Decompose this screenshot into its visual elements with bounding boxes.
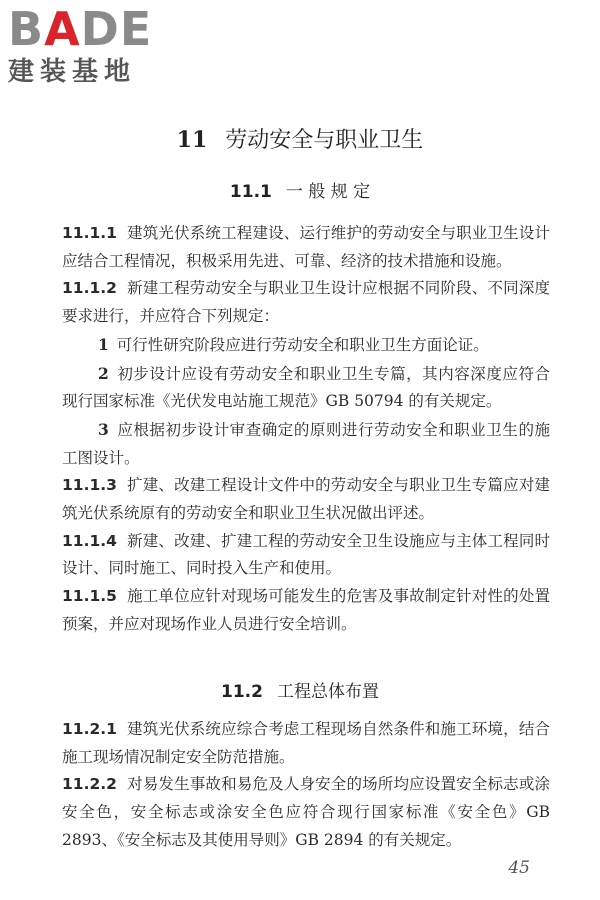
section-title-11-1 — [0, 178, 600, 206]
clause-text: 施工单位应针对现场可能发生的危害及事故制定针对性的处置预案，并应对现场作业人员进行安全培训。 — [62, 587, 550, 633]
chapter-title-text: 劳动安全与职业卫生 — [225, 128, 424, 153]
list-item-1 — [62, 331, 550, 360]
item-text: 应根据初步设计审查确定的原则进行劳动安全和职业卫生的施工图设计。 — [62, 420, 550, 467]
clause-11-1-3 — [62, 472, 550, 527]
list-item-2 — [62, 360, 550, 416]
page-number: 45 — [508, 858, 530, 878]
clause-number: 11.1.1 — [62, 224, 117, 242]
logo-letter-b: B — [8, 2, 45, 56]
brand-logo — [8, 4, 183, 94]
clause-text: 新建工程劳动安全与职业卫生设计应根据不同阶段、不同深度要求进行，并应符合下列规定： — [62, 279, 550, 326]
list-item-3 — [62, 416, 550, 472]
clause-number: 11.1.3 — [62, 476, 117, 495]
logo-wordmark — [8, 4, 183, 54]
clause-text: 新建、改建、扩建工程的劳动安全卫生设施应与主体工程同时设计、同时施工、同时投入生产和使用。 — [62, 531, 550, 578]
logo-chinese-name: 建装基地 — [8, 57, 137, 87]
clause-text: 建筑光伏系统应综合考虑工程现场自然条件和施工环境，结合施工现场情况制定安全防范措施。 — [62, 720, 550, 766]
clause-number: 11.1.2 — [62, 279, 117, 298]
clause-number: 11.1.5 — [62, 587, 117, 606]
item-text: 可行性研究阶段应进行劳动安全和职业卫生方面论证。 — [116, 335, 489, 354]
item-number: 2 — [98, 363, 109, 383]
section-body-11-1 — [62, 220, 550, 639]
clause-text: 对易发生事故和易危及人身安全的场所均应设置安全标志或涂安全色，安全标志或涂安全色应符合现行国家标准《安全色》GB 2893、《安全标志及其使用导则》GB 2894 的有关规定。 — [62, 775, 550, 849]
section-title-text: 一 般 规 定 — [285, 182, 371, 202]
clause-11-1-1 — [62, 220, 550, 275]
clause-11-1-4 — [62, 528, 550, 583]
clause-text: 扩建、改建工程设计文件中的劳动安全与职业卫生专篇应对建筑光伏系统原有的劳动安全和职业卫生状况做出评述。 — [62, 476, 550, 523]
clause-11-1-5 — [62, 583, 550, 638]
item-number: 3 — [98, 419, 109, 439]
logo-letter-a: A — [44, 2, 81, 56]
item-text: 初步设计应设有劳动安全和职业卫生专篇，其内容深度应符合现行国家标准《光伏发电站施工规范》GB 50794 的有关规定。 — [62, 364, 550, 411]
clause-11-1-2 — [62, 275, 550, 330]
section-body-11-2 — [62, 716, 550, 855]
item-number: 1 — [98, 334, 109, 354]
section-number: 11.1 — [229, 182, 272, 202]
logo-letters-de: DE — [80, 2, 153, 56]
clause-number: 11.2.1 — [62, 720, 117, 738]
clause-11-2-2 — [62, 771, 550, 854]
clause-number: 11.2.2 — [62, 775, 117, 794]
clause-number: 11.1.4 — [62, 531, 117, 550]
clause-text: 建筑光伏系统工程建设、运行维护的劳动安全与职业卫生设计应结合工程情况，积极采用先进、可靠、经济的技术措施和设施。 — [62, 224, 550, 270]
chapter-number: 11 — [176, 127, 208, 153]
clause-11-2-1 — [62, 716, 550, 771]
section-title-text: 工程总体布置 — [276, 682, 379, 702]
chapter-title — [0, 123, 600, 158]
section-number: 11.2 — [221, 682, 263, 702]
section-title-11-2 — [0, 678, 600, 706]
